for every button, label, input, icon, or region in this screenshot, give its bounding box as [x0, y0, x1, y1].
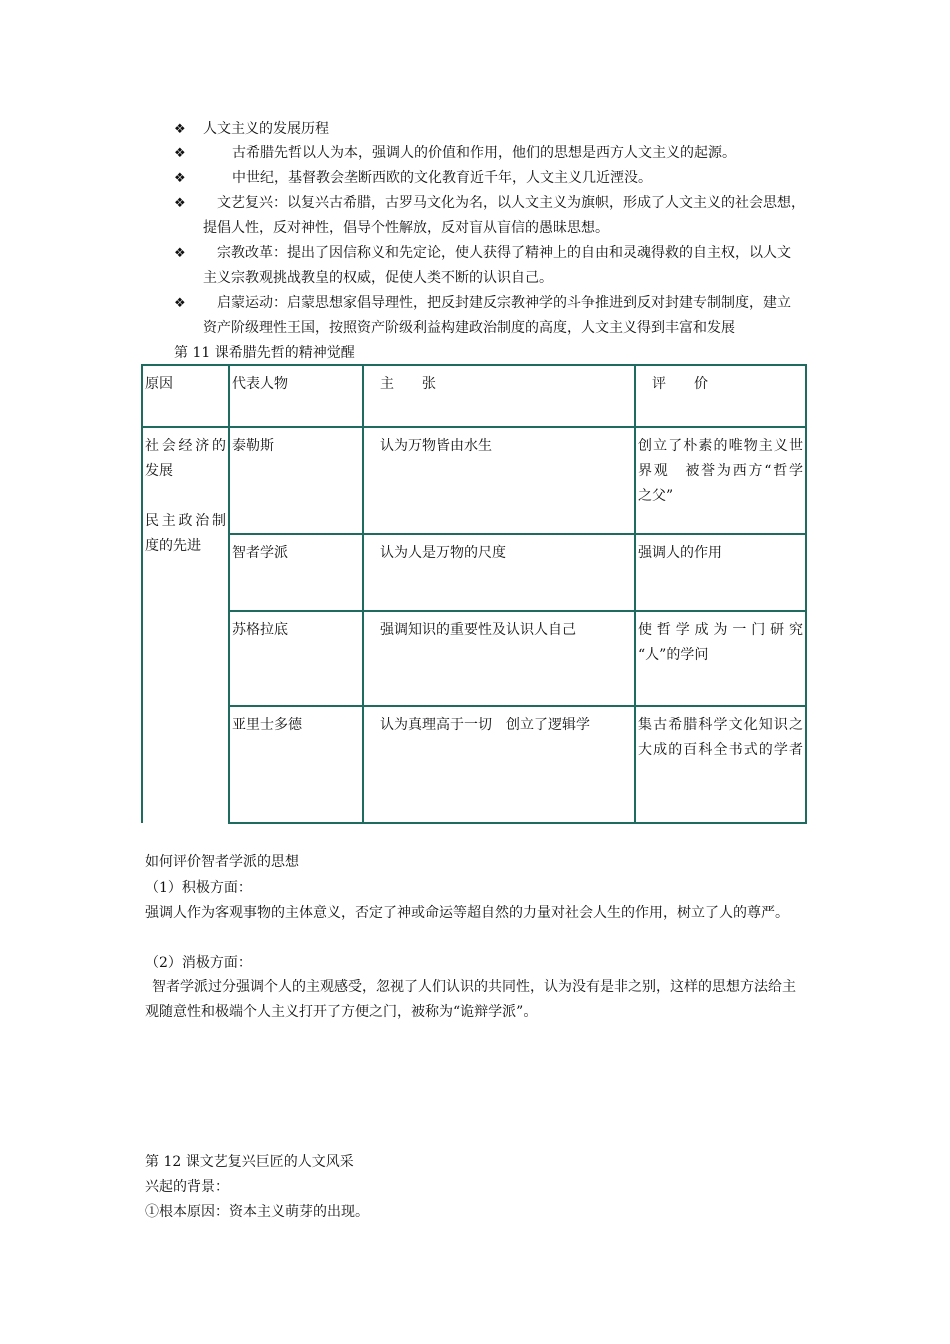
table-row [142, 534, 806, 611]
cause-cell [142, 427, 229, 823]
philosophers-table [141, 364, 807, 824]
person-cell: 亚里士多德 [229, 706, 363, 823]
eval-cell [635, 706, 806, 823]
positive-text: 强调人作为客观事物的主体意义，否定了神或命运等超自然的力量对社会人生的作用，树立了人的尊严。 [145, 905, 789, 921]
cause-line: 度的先进 [145, 538, 201, 554]
bullet-icon: ❖ [174, 246, 186, 261]
negative-text-continued: 观随意性和极端个人主义打开了方便之门，被称为“诡辩学派”。 [145, 1004, 538, 1020]
cause-line: 民主政治制 [145, 513, 226, 529]
eval-cell [635, 534, 806, 611]
header-eval [635, 365, 806, 427]
root-cause-text: ①根本原因：资本主义萌芽的出现。 [145, 1204, 369, 1220]
sophists-heading: 如何评价智者学派的思想 [145, 854, 299, 870]
eval-cell [635, 427, 806, 534]
claim-cell: 强调知识的重要性及认识人自己 [363, 611, 635, 706]
eval-line: 大成的百科全书式的学者 [638, 742, 803, 758]
bullet-text: 文艺复兴：以复兴古希腊，古罗马文化为名，以人文主义为旗帜，形成了人文主义的社会思想， [217, 195, 805, 211]
bullet-text-continued: 资产阶级理性王国，按照资产阶级利益构建政治制度的高度，人文主义得到丰富和发展 [203, 320, 735, 336]
claim-cell: 认为真理高于一切 创立了逻辑学 [363, 706, 635, 823]
negative-label: （2）消极方面： [145, 955, 252, 971]
person-cell: 智者学派 [229, 534, 363, 611]
lesson-11-title: 第 11 课希腊先哲的精神觉醒 [174, 345, 355, 361]
header-eval-label: 评 价 [652, 376, 708, 392]
person-cell: 苏格拉底 [229, 611, 363, 706]
cause-line: 发展 [145, 463, 173, 479]
bullet-icon: ❖ [174, 171, 186, 186]
eval-line: 集古希腊科学文化知识之 [638, 717, 803, 733]
positive-label: （1）积极方面： [145, 880, 252, 896]
bullet-text-continued: 提倡人性，反对神性，倡导个性解放，反对盲从盲信的愚昧思想。 [203, 220, 609, 236]
bullet-text: 宗教改革：提出了因信称义和先定论，使人获得了精神上的自由和灵魂得救的自主权，以人文 [217, 245, 791, 261]
table-row [142, 427, 806, 534]
header-claim-label: 主 张 [380, 376, 436, 392]
person-cell: 泰勒斯 [229, 427, 363, 534]
table-row [142, 706, 806, 823]
bullet-icon: ❖ [174, 196, 186, 211]
table-header-row [142, 365, 806, 427]
eval-line: 使哲学成为一门研究 [638, 622, 803, 638]
bullet-icon: ❖ [174, 296, 186, 311]
negative-text: 智者学派过分强调个人的主观感受，忽视了人们认识的共同性，认为没有是非之别，这样的思想方法给主 [152, 979, 796, 995]
bullet-text: 启蒙运动：启蒙思想家倡导理性，把反封建反宗教神学的斗争推进到反对封建专制制度，建立 [217, 295, 791, 311]
bullet-text: 古希腊先哲以人为本，强调人的价值和作用，他们的思想是西方人文主义的起源。 [232, 145, 736, 161]
cause-line: 社会经济的 [145, 438, 226, 454]
bullet-text: 人文主义的发展历程 [203, 121, 329, 137]
bullet-text: 中世纪，基督教会垄断西欧的文化教育近千年，人文主义几近湮没。 [232, 170, 652, 186]
eval-line: 创立了朴素的唯物主义世 [638, 438, 803, 454]
claim-cell: 认为人是万物的尺度 [363, 534, 635, 611]
background-label: 兴起的背景： [145, 1179, 229, 1195]
lesson-12-title: 第 12 课文艺复兴巨匠的人文风采 [145, 1154, 354, 1170]
header-claim [363, 365, 635, 427]
header-cause: 原因 [142, 365, 229, 427]
bullet-icon: ❖ [174, 122, 186, 137]
eval-line: 强调人的作用 [638, 545, 722, 561]
claim-cell: 认为万物皆由水生 [363, 427, 635, 534]
bullet-icon: ❖ [174, 146, 186, 161]
table-row [142, 611, 806, 706]
eval-line: “人”的学问 [638, 647, 709, 663]
eval-line: 之父” [638, 488, 674, 504]
bullet-text-continued: 主义宗教观挑战教皇的权威，促使人类不断的认识自己。 [203, 270, 553, 286]
eval-cell [635, 611, 806, 706]
header-person: 代表人物 [229, 365, 363, 427]
eval-line: 界观 被誉为西方“哲学 [638, 463, 803, 479]
